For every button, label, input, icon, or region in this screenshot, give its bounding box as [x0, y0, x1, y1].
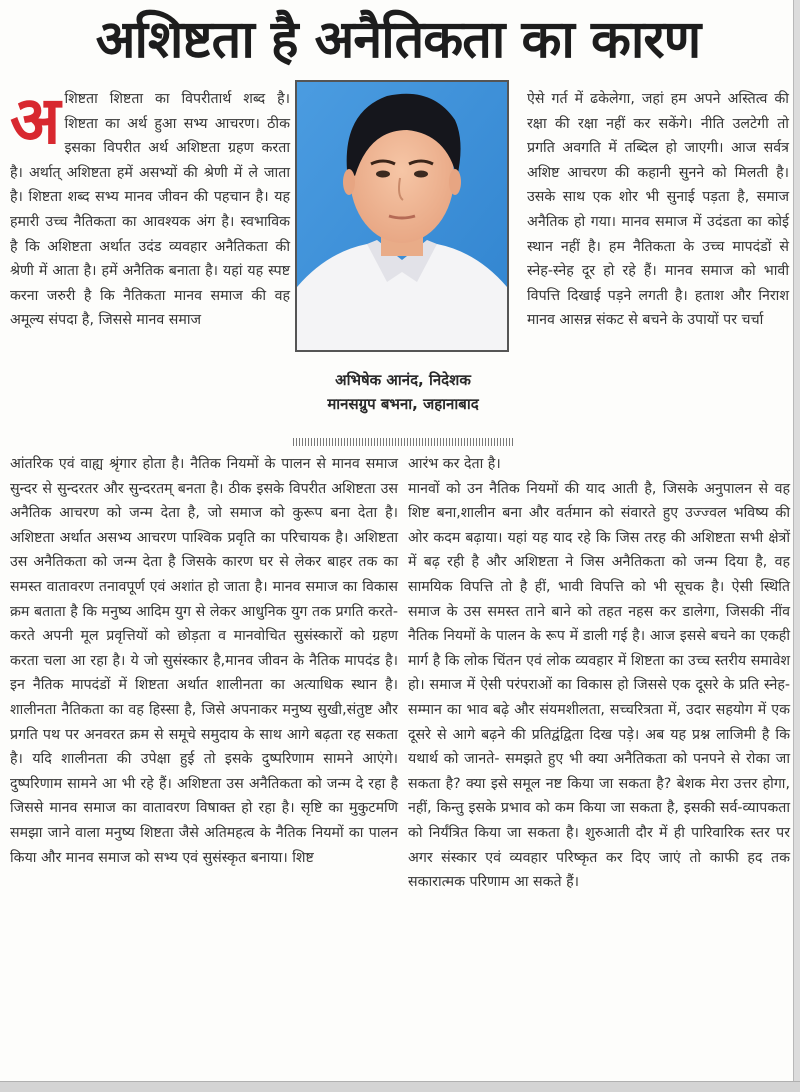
- article-column-left-top: [10, 82, 290, 333]
- page-right-border: [793, 0, 800, 1092]
- portrait-image: [297, 82, 507, 350]
- body-text-left-top: शिष्टता शिष्टता का विपरीतार्थ शब्द है। शिष्टता का अर्थ हुआ सभ्य आचरण। ठीक इसका विपरीत अर्थ अशिष्टता ग्रहण करता है। अर्थात् अशिष्टता हमें असभ्यों की श्रेणी में ले जाता है। शिष्टता शब्द सभ्य मानव जीवन की पहचान है। यह हमारी उच्च नैतिकता का आवश्यक अंग है। स्वभाविक है कि अशिष्टता अर्थात उदंड व्यवहार अनैतिकता की श्रेणी में आता है। हमें अनैतिक बनाता है। यहां यह स्पष्ट करना जरुरी है कि नैतिकता मानव समाज की वह अमूल्य संपदा है, जिससे मानव समाज: [10, 91, 290, 329]
- author-organization: मानसग्रुप बभना, जहानाबाद: [327, 395, 479, 413]
- caption-divider: [293, 438, 513, 446]
- author-caption: [290, 368, 516, 416]
- author-photo: [295, 80, 509, 352]
- page-bottom-border: [0, 1081, 800, 1092]
- body-text-right-bottom-line1: आरंभ कर देता है।: [408, 456, 501, 472]
- article-column-left-bottom: [10, 452, 398, 870]
- article-column-right-top: [527, 87, 789, 333]
- drop-cap: अ: [10, 82, 61, 159]
- body-text-left-bottom: आंतरिक एवं वाह्य श्रृंगार होता है। नैतिक नियमों के पालन से मानव समाज सुन्दर से सुन्दरतर और सुन्दरतम् बनता है। ठीक इसके विपरीत अशिष्टता उस अनैतिक आचरण को जन्म देता है, जो समाज को कुरूप बना देता है। अशिष्टता अर्थात असभ्य आचरण पाश्विक प्रवृति का परिचायक है। अशिष्टता उस अनैतिकता को जन्म देता है जिसके कारण घर से लेकर बाहर तक का समस्त वातावरण तनावपूर्ण एवं अशांत हो जाता है। मानव समाज का विकास क्रम बताता है कि मनुष्य आदिम युग से लेकर आधुनिक युग तक प्रगति करते-करते अपनी मूल प्रवृत्तियों को छोड़ता व मानवोचित सुसंस्कारों को ग्रहण करता चला आ रहा है। ये जो सुसंस्कार है,मानव जीवन के नैतिक मापदंड है। इन नैतिक मापदंडों में शिष्टता अर्थात शालीनता का अत्याधिक स्थान है। शालीनता नैतिकता का वह हिस्सा है, जिसे अपनाकर मनुष्य सुखी,संतुष्ट और प्रगति पथ पर अनवरत क्रम से समूचे समुदाय के साथ आगे बढ़ता रह सकता है। यदि शालीनता की उपेक्षा हुई तो इसके दुष्परिणाम सामने आएंगे। दुष्परिणाम सामने आ भी रहे हैं। अशिष्टता उस अनैतिकता को जन्म दे रहा है जिससे मानव समाज का वातावरण विषाक्त हो रहा है। सृष्टि का मुकुटमणि समझा जाने वाला मनुष्य शिष्टता जैसे अतिमहत्व के नैतिक नियमों का पालन किया और मानव समाज को सभ्य एवं सुसंस्कृत बनाया। शिष्ट: [10, 456, 398, 866]
- author-name: अभिषेक आनंद, निदेशक: [335, 371, 471, 389]
- body-text-right-top: ऐसे गर्त में ढकेलेगा, जहां हम अपने अस्तित्व की रक्षा की रक्षा नहीं कर सकेंगे। नीति उलटेगी तो प्रगति अवगति में तब्दिल हो जाएगी। आज सर्वत्र अशिष्ट आचरण की कहानी सुनने को मिलती है। उसके साथ एक शोर भी सुनाई पड़ता है, समाज अनैतिक हो गया। मानव समाज में उदंडता का कोई स्थान नहीं है। हम नैतिकता के उच्च मापदंडों से स्नेह-स्नेह दूर हो रहे हैं। मानव समाज को भावी विपत्ति दिखाई पड़ने लगती है। हताश और निराश मानव आसन्न संकट से बचने के उपायों पर चर्चा: [527, 91, 789, 329]
- article-headline: अशिष्टता है अनैतिकता का कारण: [95, 10, 701, 70]
- body-text-right-bottom: मानवों को उन नैतिक नियमों की याद आती है, जिसके अनुपालन से वह शिष्ट बना,शालीन बना और वर्तमान को संवारते हुए उज्ज्वल भविष्य की ओर कदम बढ़ाया। यहां यह याद रहे कि जिस तरह की अशिष्टता सभी क्षेत्रों में बढ़ रही है और अशिष्टता ने जिस अनैतिकता को जन्म दिया है, वह सामयिक विपत्ति तो है हीं, भावी विपत्ति को भी सूचक है। ऐसी स्थिति समाज के उस समस्त ताने बाने को तहत नहस कर डालेगा, जिसकी नींव नैतिक नियमों के पालन के रूप में डाली गई है। आज इससे बचने का एकही मार्ग है कि लोक चिंतन एवं लोक व्यवहार में शिष्टता का उच्च स्तरीय समावेश हो। समाज में ऐसी परंपराओं का विकास हो जिससे एक दूसरे के प्रति स्नेह-सम्मान का भाव बढ़े और संयमशीलता, सच्चरित्रता में, उदार सहयोग में एक दूसरे से आगे बढ़ने की प्रतिद्वंद्विता दिख पड़े। अब यह प्रश्न लाजिमी है कि यथार्थ को जानते- समझते हुए भी क्या अनैतिकता को पनपने से रोका जा सकता है? क्या इसे समूल नष्ट किया जा सकता है? बेशक मेरा उत्तर होगा, नहीं, किन्तु इसके प्रभाव को कम किया जा सकता है, इसकी सर्व-व्यापकता को निर्यंत्रित किया जा सकता है। शुरुआती दौर में ही पारिवारिक स्तर पर अगर संस्कार एवं व्यवहार परिष्कृत कर दिए जाएं तो काफी हद तक सकारात्मक परिणाम आ सकते हैं।: [408, 480, 790, 891]
- article-column-right-bottom: [408, 452, 790, 895]
